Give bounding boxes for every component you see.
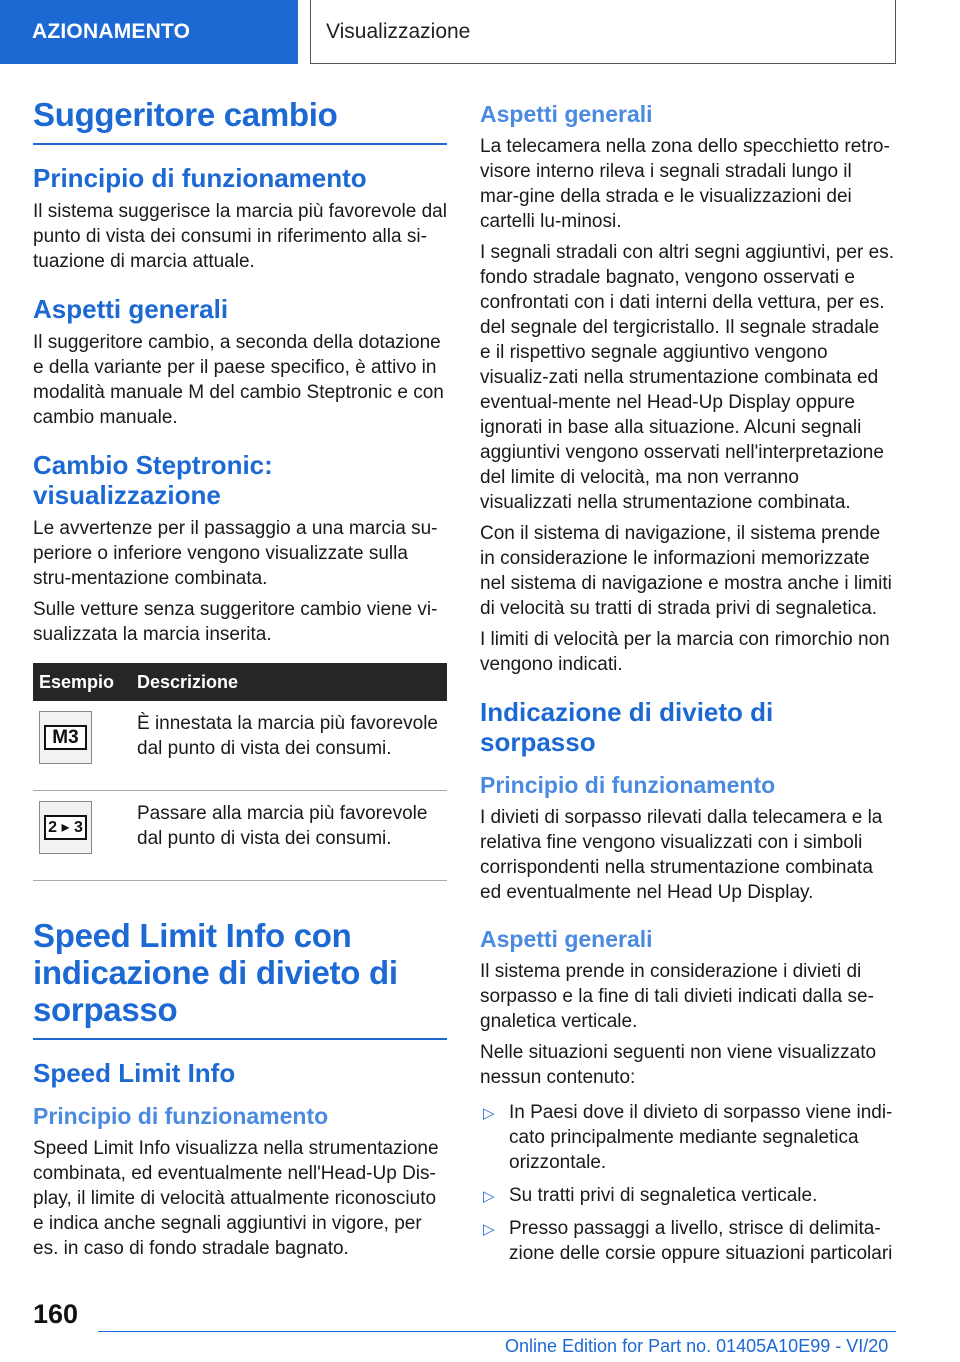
table-row: [33, 791, 447, 881]
paragraph: I divieti di sorpasso rilevati dalla telecamera e la relativa fine vengono visualizzati con i simboli corrispondenti nella strumentazione combinata ed eventualmente nel Head Up Display.: [480, 807, 883, 903]
triangle-bullet-icon: ▷: [483, 1221, 495, 1238]
heading-rule: [33, 1038, 447, 1040]
heading-sli-principio: Principio di funzionamento: [33, 1103, 329, 1129]
table-header-esempio: Esempio: [33, 663, 131, 701]
right-column: [480, 100, 894, 1266]
gear-table: [33, 663, 447, 881]
triangle-bullet-icon: ▷: [483, 1188, 495, 1205]
paragraph: I segnali stradali con altri segni aggiuntivi, per es. fondo stradale bagnato, vengono osservati e confrontati con i dati interni della vettura, per es. del segnale del tergicristallo. Il segnale stradale e il rispettivo segnale aggiuntivo vengono visualiz-zati nella strumentazione combinata ed eventual-mente nel Head-Up Display oppure ignorati in base alla situazione. Alcuni segnali aggiuntivi vengono osservati nell'interpretazione del limite di velocità, ma non verranno visualizzati nella strumentazione combinata.: [480, 242, 895, 513]
paragraph: Nelle situazioni seguenti non viene visualizzato nessun contenuto:: [480, 1042, 877, 1088]
page-number: 160: [33, 1299, 79, 1329]
heading-speed-limit-info: Speed Limit Info con indicazione di divieto di sorpasso: [33, 917, 398, 1028]
table-cell-desc: È innestata la marcia più favorevole dal punto di vista dei consumi.: [131, 701, 447, 791]
paragraph: Il suggeritore cambio, a seconda della dotazione e della variante per il paese specifico, è attivo in modalità manuale M del cambio Steptronic e con cambio manuale.: [33, 332, 444, 428]
footer-rule: [98, 1331, 896, 1332]
gear-m3-icon: M3: [39, 711, 92, 764]
section-tab[interactable]: AZIONAMENTO: [0, 0, 298, 64]
paragraph: Speed Limit Info visualizza nella strumentazione combinata, ed eventualmente nell'Head-Up Dis-play, il limite di velocità attualmente riconosciuto e indica anche segnali aggiuntivi in vigore, per es. in caso di fondo stradale bagnato.: [33, 1138, 439, 1259]
heading-principio: Principio di funzionamento: [33, 163, 367, 193]
heading-principio: Principio di funzionamento: [480, 772, 776, 798]
chapter-title: Visualizzazione: [310, 0, 896, 64]
left-column: [33, 96, 447, 1261]
heading-aspetti: Aspetti generali: [480, 926, 653, 952]
paragraph: Il sistema prende in considerazione i divieti di sorpasso e la fine di tali divieti indicati dalla se-gnaletica verticale.: [480, 961, 874, 1032]
table-row: [33, 701, 447, 791]
gear-upshift-icon: 2 ▸ 3: [39, 801, 92, 854]
table-header-descrizione: Descrizione: [131, 663, 447, 701]
table-cell-desc: Passare alla marcia più favorevole dal punto di vista dei consumi.: [131, 791, 447, 881]
heading-aspetti: Aspetti generali: [33, 294, 229, 324]
paragraph: Sulle vetture senza suggeritore cambio viene vi-sualizzata la marcia inserita.: [33, 599, 438, 645]
heading-aspetti: Aspetti generali: [480, 101, 653, 127]
heading-divieto-sorpasso: Indicazione di divieto di sorpasso: [480, 697, 774, 757]
paragraph: La telecamera nella zona dello specchietto retro-visore interno rileva i segnali stradali lungo il mar-gine della strada e le visualizzazioni dei cartelli lu-minosi.: [480, 136, 890, 232]
edition-text: Online Edition for Part no. 01405A10E99 - VI/20: [505, 1336, 889, 1356]
heading-steptronic: Cambio Steptronic: visualizzazione: [33, 450, 273, 510]
heading-suggeritore-cambio: Suggeritore cambio: [33, 96, 338, 133]
bullet-list: [480, 1100, 894, 1266]
paragraph: I limiti di velocità per la marcia con rimorchio non vengono indicati.: [480, 629, 890, 675]
paragraph: Le avvertenze per il passaggio a una marcia su-periore o inferiore vengono visualizzate sulla stru-mentazione combinata.: [33, 518, 438, 589]
list-item: ▷ Presso passaggi a livello, strisce di delimita-zione delle corsie oppure situazioni particolari: [483, 1218, 893, 1264]
list-item: ▷ Su tratti privi di segnaletica verticale.: [480, 1183, 894, 1208]
paragraph: Il sistema suggerisce la marcia più favorevole dal punto di vista dei consumi in riferimento alla si-tuazione di marcia attuale.: [33, 201, 447, 272]
triangle-bullet-icon: ▷: [483, 1105, 495, 1122]
heading-rule: [33, 143, 447, 145]
paragraph: Con il sistema di navigazione, il sistema prende in considerazione le informazioni memorizzate nel sistema di navigazione e mostra anche i limiti di velocità su tratti di strada privi di segnaletica.: [480, 523, 892, 619]
heading-sli: Speed Limit Info: [33, 1058, 236, 1088]
list-item: ▷ In Paesi dove il divieto di sorpasso viene indi-cato principalmente mediante segnaletica orizzontale.: [483, 1102, 893, 1173]
